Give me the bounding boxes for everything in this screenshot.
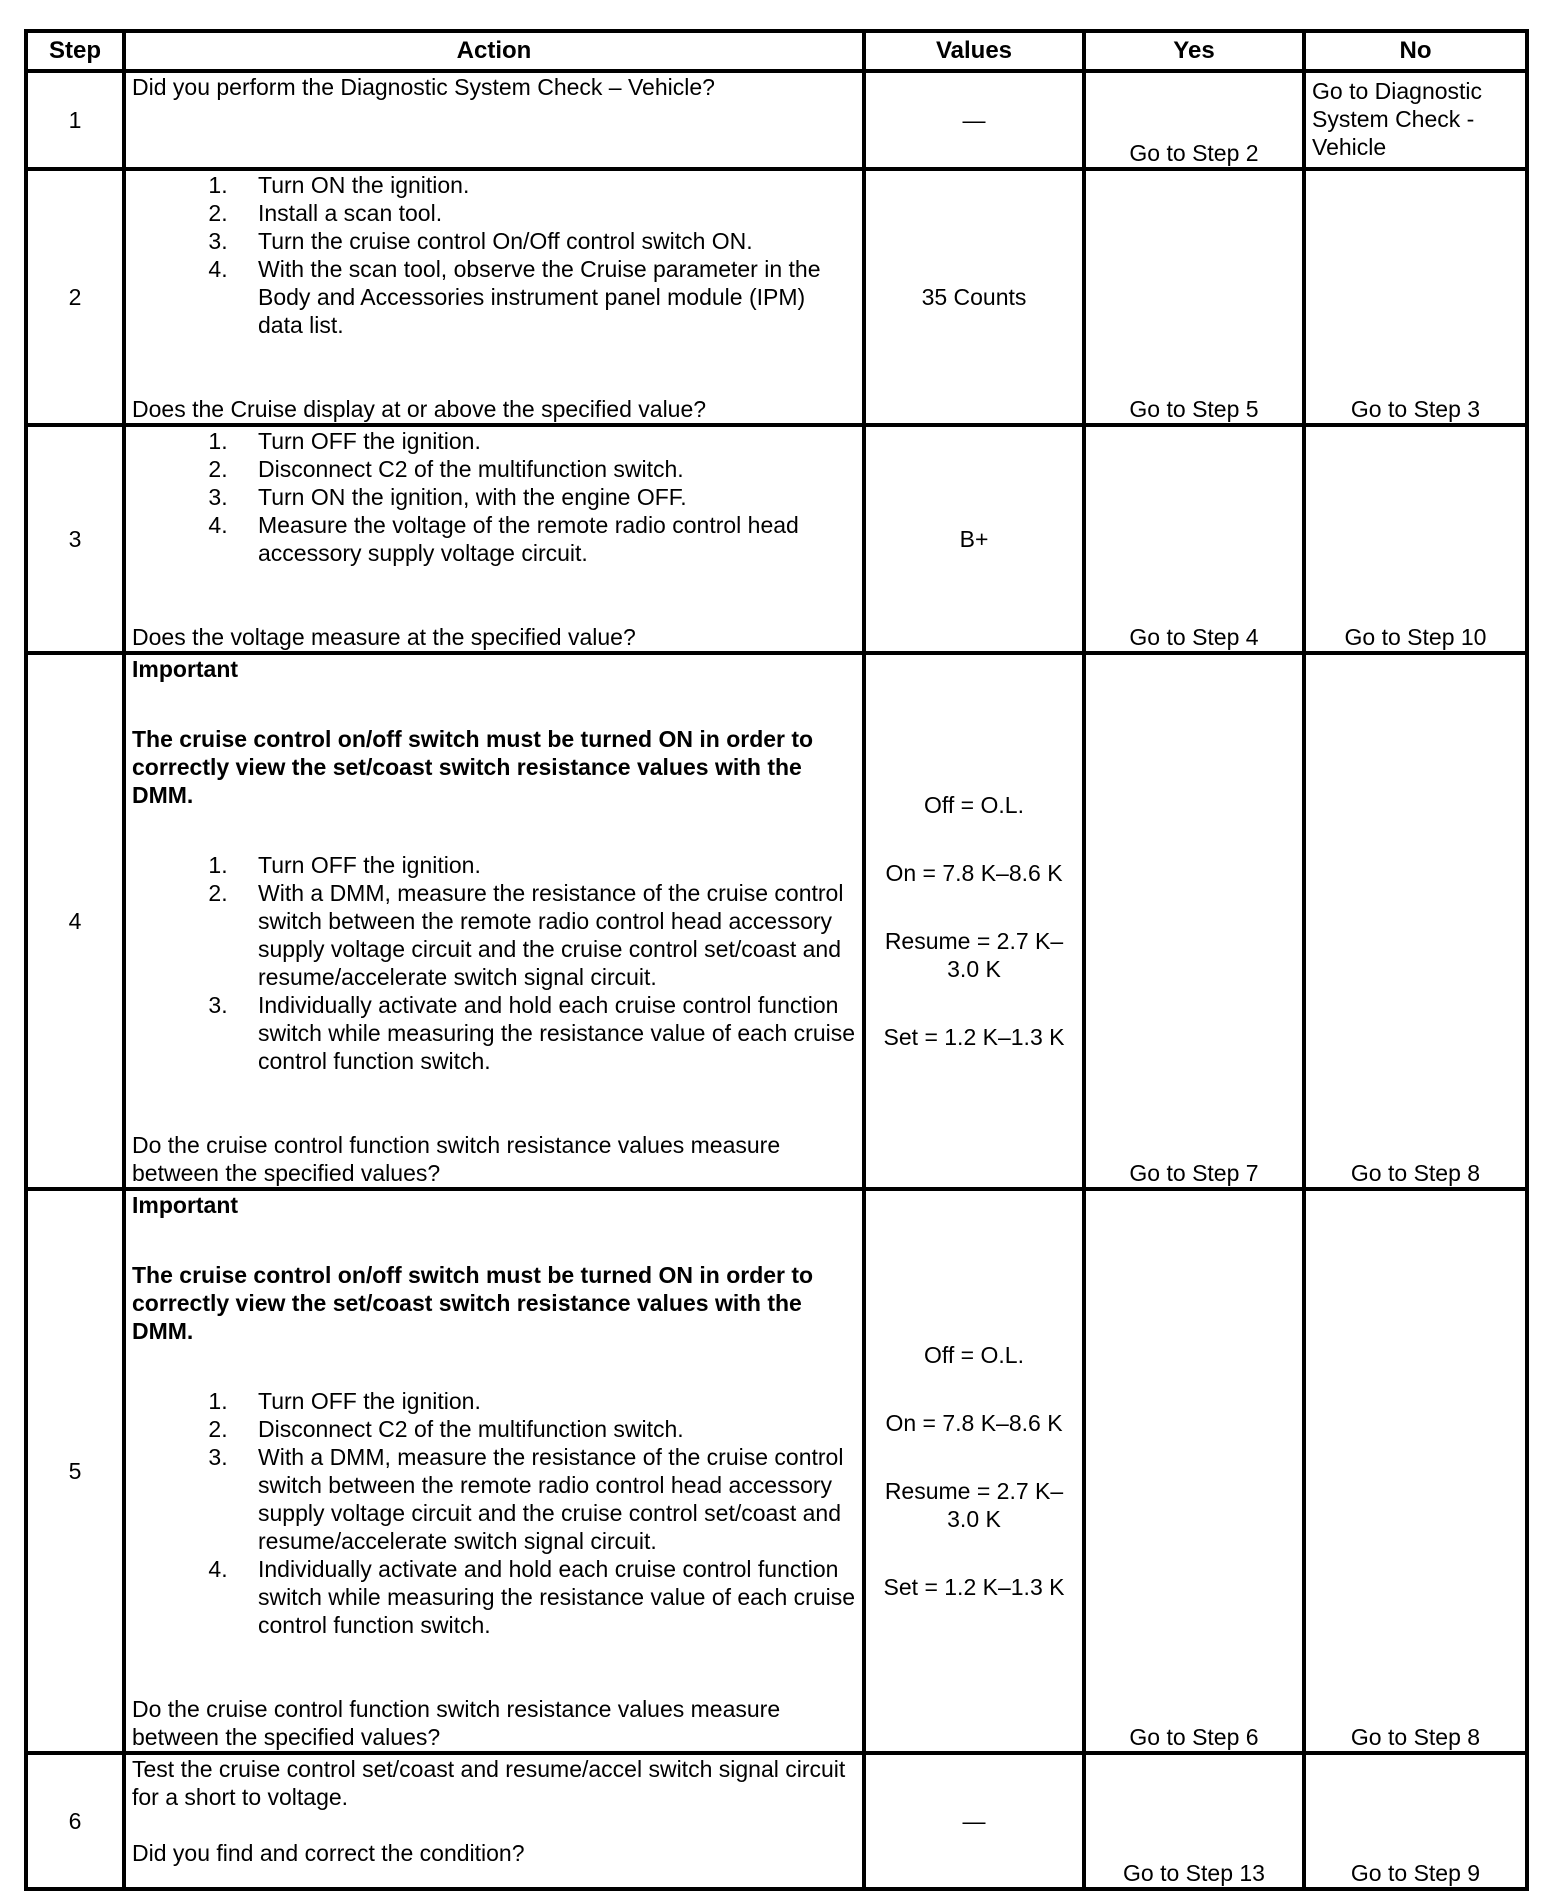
action-question: Does the voltage measure at the specified value? (132, 624, 636, 650)
action-cell (124, 1189, 864, 1753)
action-question: Did you perform the Diagnostic System Check – Vehicle? (132, 74, 715, 100)
no-cell: Go to Diagnostic System Check - Vehicle (1304, 71, 1527, 169)
list-item: 2. Install a scan tool. (234, 199, 856, 227)
values-cell (864, 425, 1084, 653)
yes-cell: Go to Step 2 (1084, 71, 1304, 169)
value-text: Set = 1.2 K–1.3 K (883, 1574, 1065, 1600)
list-item: 1. Turn ON the ignition. (234, 171, 856, 199)
no-cell: Go to Step 10 (1304, 425, 1527, 653)
no-cell: Go to Step 9 (1304, 1753, 1527, 1889)
diagnostic-table (24, 29, 1529, 1891)
list-item: 1. Turn OFF the ignition. (234, 427, 856, 455)
action-cell (124, 425, 864, 653)
values-cell (864, 1753, 1084, 1889)
values-cell (864, 169, 1084, 425)
list-item: 3. With a DMM, measure the resistance of the cruise control switch between the remote radio control head accessory supply voltage circuit and the cruise control set/coast and resume/accelerate switch signal circuit. (234, 1443, 856, 1555)
action-question: Does the Cruise display at or above the specified value? (132, 396, 707, 422)
step-number: 1 (26, 71, 124, 169)
value-text: — (962, 1808, 986, 1834)
action-question: Do the cruise control function switch resistance values measure between the specified values? (132, 1132, 781, 1186)
value-text: On = 7.8 K–8.6 K (885, 860, 1063, 886)
table-row (26, 169, 1527, 425)
step-number: 6 (26, 1753, 124, 1889)
header-values: Values (864, 31, 1084, 71)
value-text: 35 Counts (921, 284, 1027, 310)
action-cell (124, 169, 864, 425)
action-cell (124, 71, 864, 169)
action-steps-list (132, 851, 856, 1075)
values-cell (864, 71, 1084, 169)
step-number: 3 (26, 425, 124, 653)
list-item: 4. With the scan tool, observe the Cruise parameter in the Body and Accessories instrument panel module (IPM) data list. (234, 255, 856, 339)
list-item: 1. Turn OFF the ignition. (234, 851, 856, 879)
list-item: 4. Individually activate and hold each cruise control function switch while measuring the resistance value of each cruise control function switch. (234, 1555, 856, 1639)
list-item: 2. Disconnect C2 of the multifunction switch. (234, 1415, 856, 1443)
list-item: 3. Turn the cruise control On/Off control switch ON. (234, 227, 856, 255)
value-text: Set = 1.2 K–1.3 K (883, 1024, 1065, 1050)
important-label: Important (132, 656, 239, 682)
list-item: 2. Disconnect C2 of the multifunction switch. (234, 455, 856, 483)
list-item: 1. Turn OFF the ignition. (234, 1387, 856, 1415)
table-row (26, 425, 1527, 653)
value-text: — (962, 107, 986, 133)
list-item: 4. Measure the voltage of the remote radio control head accessory supply voltage circuit. (234, 511, 856, 567)
yes-cell: Go to Step 5 (1084, 169, 1304, 425)
important-label: Important (132, 1192, 239, 1218)
action-steps-list (132, 1387, 856, 1639)
value-text: Off = O.L. (924, 792, 1024, 818)
action-cell (124, 1753, 864, 1889)
action-cell (124, 653, 864, 1189)
yes-cell: Go to Step 4 (1084, 425, 1304, 653)
no-cell: Go to Step 8 (1304, 1189, 1527, 1753)
table-row (26, 653, 1527, 1189)
value-text: B+ (959, 526, 989, 552)
no-cell: Go to Step 3 (1304, 169, 1527, 425)
values-cell (864, 653, 1084, 1189)
table-row (26, 71, 1527, 169)
yes-cell: Go to Step 6 (1084, 1189, 1304, 1753)
no-cell: Go to Step 8 (1304, 653, 1527, 1189)
value-text: Off = O.L. (924, 1342, 1024, 1368)
action-question: Did you find and correct the condition? (132, 1840, 525, 1866)
step-number: 4 (26, 653, 124, 1189)
header-step: Step (26, 31, 124, 71)
list-item: 2. With a DMM, measure the resistance of the cruise control switch between the remote radio control head accessory supply voltage circuit and the cruise control set/coast and resume/accelerate switch signal circuit. (234, 879, 856, 991)
list-item: 3. Individually activate and hold each cruise control function switch while measuring the resistance value of each cruise control function switch. (234, 991, 856, 1075)
yes-cell: Go to Step 7 (1084, 653, 1304, 1189)
header-no: No (1304, 31, 1527, 71)
header-row (26, 31, 1527, 71)
step-number: 2 (26, 169, 124, 425)
list-item: 3. Turn ON the ignition, with the engine OFF. (234, 483, 856, 511)
value-text: Resume = 2.7 K–3.0 K (884, 1478, 1064, 1532)
yes-cell: Go to Step 13 (1084, 1753, 1304, 1889)
action-steps-list (132, 171, 856, 339)
table-row (26, 1753, 1527, 1889)
action-text: Test the cruise control set/coast and resume/accel switch signal circuit for a short to voltage. (132, 1756, 846, 1810)
step-number: 5 (26, 1189, 124, 1753)
value-text: Resume = 2.7 K–3.0 K (884, 928, 1064, 982)
table-row (26, 1189, 1527, 1753)
header-yes: Yes (1084, 31, 1304, 71)
value-text: On = 7.8 K–8.6 K (885, 1410, 1063, 1436)
important-warning: The cruise control on/off switch must be turned ON in order to correctly view the set/coast switch resistance values with the DMM. (132, 726, 814, 808)
header-action: Action (124, 31, 864, 71)
action-question: Do the cruise control function switch resistance values measure between the specified values? (132, 1696, 781, 1750)
important-warning: The cruise control on/off switch must be turned ON in order to correctly view the set/coast switch resistance values with the DMM. (132, 1262, 814, 1344)
values-cell (864, 1189, 1084, 1753)
action-steps-list (132, 427, 856, 567)
